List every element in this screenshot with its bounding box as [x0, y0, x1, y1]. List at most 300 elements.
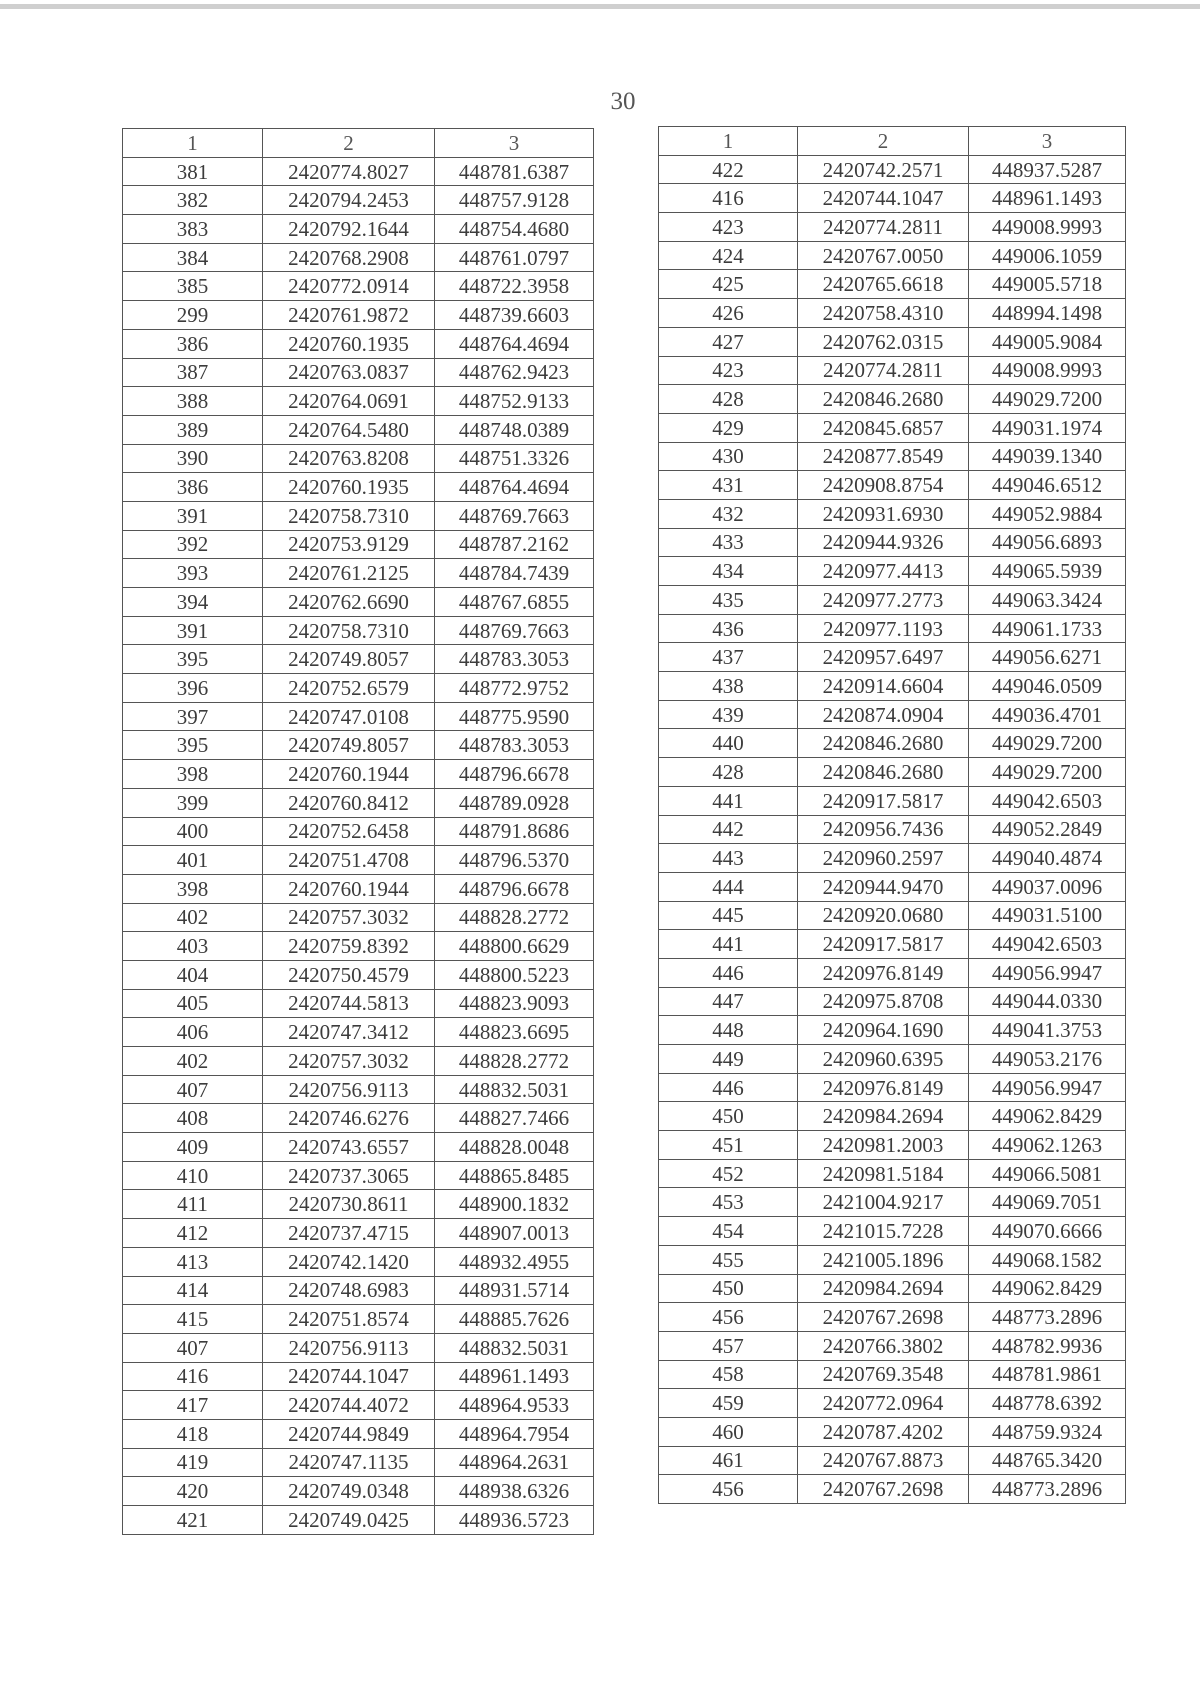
- point-number-cell: 450: [659, 1274, 798, 1303]
- coordinate-y-cell: 449029.7200: [969, 385, 1126, 414]
- point-number-cell: 444: [659, 872, 798, 901]
- coordinate-x-cell: 2420760.8412: [263, 788, 435, 817]
- coordinate-x-cell: 2420760.1935: [263, 329, 435, 358]
- point-number-cell: 451: [659, 1131, 798, 1160]
- coordinate-y-cell: 449052.9884: [969, 499, 1126, 528]
- coordinate-y-cell: 449039.1340: [969, 442, 1126, 471]
- coordinate-x-cell: 2420756.9113: [263, 1333, 435, 1362]
- coordinate-x-cell: 2420960.2597: [798, 844, 969, 873]
- coordinate-x-cell: 2420769.3548: [798, 1360, 969, 1389]
- coordinate-y-cell: 448832.5031: [435, 1075, 594, 1104]
- table-row: [123, 559, 594, 588]
- coordinate-y-cell: 449056.9947: [969, 1073, 1126, 1102]
- point-number-cell: 449: [659, 1045, 798, 1074]
- coordinate-y-cell: 449062.8429: [969, 1102, 1126, 1131]
- table-row: [659, 1303, 1126, 1332]
- coordinate-y-cell: 448800.5223: [435, 960, 594, 989]
- table-row: [659, 1045, 1126, 1074]
- coordinate-x-cell: 2420758.7310: [263, 501, 435, 530]
- coordinate-x-cell: 2420846.2680: [798, 385, 969, 414]
- point-number-cell: 381: [123, 157, 263, 186]
- table-row: [123, 157, 594, 186]
- point-number-cell: 415: [123, 1305, 263, 1334]
- point-number-cell: 407: [123, 1075, 263, 1104]
- coordinate-x-cell: 2420751.4708: [263, 846, 435, 875]
- coordinate-y-cell: 449037.0096: [969, 872, 1126, 901]
- table-row: [123, 1133, 594, 1162]
- coordinate-x-cell: 2420846.2680: [798, 758, 969, 787]
- coordinate-y-cell: 449063.3424: [969, 586, 1126, 615]
- table-row: [123, 616, 594, 645]
- coordinate-y-cell: 448764.4694: [435, 473, 594, 502]
- coordinate-y-cell: 449053.2176: [969, 1045, 1126, 1074]
- point-number-cell: 385: [123, 272, 263, 301]
- table-row: [659, 958, 1126, 987]
- point-number-cell: 401: [123, 846, 263, 875]
- coordinate-y-cell: 449008.9993: [969, 356, 1126, 385]
- coordinate-y-cell: 448907.0013: [435, 1219, 594, 1248]
- coordinate-x-cell: 2420765.6618: [798, 270, 969, 299]
- coordinate-y-cell: 448828.0048: [435, 1133, 594, 1162]
- table-row: [123, 1419, 594, 1448]
- coordinate-y-cell: 449029.7200: [969, 758, 1126, 787]
- table-row: [123, 415, 594, 444]
- table-row: [123, 788, 594, 817]
- coordinate-y-cell: 449042.6503: [969, 786, 1126, 815]
- point-number-cell: 446: [659, 1073, 798, 1102]
- point-number-cell: 392: [123, 530, 263, 559]
- coordinate-y-cell: 448761.0797: [435, 243, 594, 272]
- point-number-cell: 450: [659, 1102, 798, 1131]
- coordinate-y-cell: 449005.5718: [969, 270, 1126, 299]
- coordinate-x-cell: 2420750.4579: [263, 960, 435, 989]
- coordinate-y-cell: 448783.3053: [435, 645, 594, 674]
- coordinate-x-cell: 2420944.9326: [798, 528, 969, 557]
- coordinate-x-cell: 2420774.8027: [263, 157, 435, 186]
- coordinate-y-cell: 448764.4694: [435, 329, 594, 358]
- coordinate-x-cell: 2420874.0904: [798, 700, 969, 729]
- table-row: [123, 1477, 594, 1506]
- coordinate-y-cell: 448772.9752: [435, 674, 594, 703]
- point-number-cell: 397: [123, 702, 263, 731]
- table-row: [659, 155, 1126, 184]
- coordinate-y-cell: 448932.4955: [435, 1247, 594, 1276]
- point-number-cell: 460: [659, 1417, 798, 1446]
- table-row: [659, 930, 1126, 959]
- coordinate-y-cell: 449062.1263: [969, 1131, 1126, 1160]
- coordinate-x-cell: 2420984.2694: [798, 1274, 969, 1303]
- table-row: [659, 1446, 1126, 1475]
- table-row: [659, 1475, 1126, 1504]
- table-row: [659, 1245, 1126, 1274]
- table-row: [123, 473, 594, 502]
- coordinate-x-cell: 2420763.8208: [263, 444, 435, 473]
- coordinate-x-cell: 2420984.2694: [798, 1102, 969, 1131]
- table-row: [123, 1391, 594, 1420]
- table-row: [659, 1417, 1126, 1446]
- coordinate-x-cell: 2420747.1135: [263, 1448, 435, 1477]
- table-row: [123, 358, 594, 387]
- coordinate-x-cell: 2420742.2571: [798, 155, 969, 184]
- coordinate-y-cell: 449069.7051: [969, 1188, 1126, 1217]
- point-number-cell: 428: [659, 758, 798, 787]
- coordinate-x-cell: 2420767.2698: [798, 1303, 969, 1332]
- table-row: [659, 528, 1126, 557]
- table-header-row: [659, 127, 1126, 156]
- point-number-cell: 433: [659, 528, 798, 557]
- coordinate-x-cell: 2420764.5480: [263, 415, 435, 444]
- point-number-cell: 440: [659, 729, 798, 758]
- point-number-cell: 431: [659, 471, 798, 500]
- coordinate-y-cell: 448961.1493: [435, 1362, 594, 1391]
- coordinate-y-cell: 449056.6271: [969, 643, 1126, 672]
- table-row: [659, 815, 1126, 844]
- coordinate-x-cell: 2420743.6557: [263, 1133, 435, 1162]
- coordinate-x-cell: 2420772.0964: [798, 1389, 969, 1418]
- coordinate-y-cell: 449065.5939: [969, 557, 1126, 586]
- table-row: [659, 413, 1126, 442]
- point-number-cell: 408: [123, 1104, 263, 1133]
- coordinate-y-cell: 448938.6326: [435, 1477, 594, 1506]
- coordinate-x-cell: 2420761.2125: [263, 559, 435, 588]
- table-row: [123, 760, 594, 789]
- coordinate-y-cell: 448823.6695: [435, 1018, 594, 1047]
- point-number-cell: 411: [123, 1190, 263, 1219]
- coordinate-x-cell: 2420908.8754: [798, 471, 969, 500]
- coordinate-x-cell: 2420964.1690: [798, 1016, 969, 1045]
- point-number-cell: 399: [123, 788, 263, 817]
- point-number-cell: 400: [123, 817, 263, 846]
- point-number-cell: 386: [123, 329, 263, 358]
- point-number-cell: 387: [123, 358, 263, 387]
- point-number-cell: 395: [123, 645, 263, 674]
- coordinate-x-cell: 2420752.6579: [263, 674, 435, 703]
- coordinate-y-cell: 448828.2772: [435, 903, 594, 932]
- table-row: [123, 1047, 594, 1076]
- coordinate-x-cell: 2420917.5817: [798, 786, 969, 815]
- point-number-cell: 455: [659, 1245, 798, 1274]
- coordinate-x-cell: 2420756.9113: [263, 1075, 435, 1104]
- coordinate-y-cell: 448757.9128: [435, 186, 594, 215]
- table-row: [659, 1073, 1126, 1102]
- point-number-cell: 452: [659, 1159, 798, 1188]
- coordinate-y-cell: 448759.9324: [969, 1417, 1126, 1446]
- coordinate-y-cell: 448754.4680: [435, 215, 594, 244]
- table-row: [659, 356, 1126, 385]
- coordinate-y-cell: 449056.6893: [969, 528, 1126, 557]
- table-row: [659, 1016, 1126, 1045]
- coordinate-x-cell: 2420752.6458: [263, 817, 435, 846]
- coordinate-x-cell: 2420914.6604: [798, 672, 969, 701]
- coordinate-y-cell: 448773.2896: [969, 1303, 1126, 1332]
- table-row: [123, 960, 594, 989]
- point-number-cell: 442: [659, 815, 798, 844]
- point-number-cell: 434: [659, 557, 798, 586]
- coordinate-y-cell: 448796.6678: [435, 874, 594, 903]
- coordinate-x-cell: 2420774.2811: [798, 213, 969, 242]
- coordinate-x-cell: 2420742.1420: [263, 1247, 435, 1276]
- coordinate-x-cell: 2420975.8708: [798, 987, 969, 1016]
- coordinate-y-cell: 449029.7200: [969, 729, 1126, 758]
- table-row: [659, 786, 1126, 815]
- coordinate-y-cell: 449062.8429: [969, 1274, 1126, 1303]
- coordinate-x-cell: 2420747.3412: [263, 1018, 435, 1047]
- point-number-cell: 436: [659, 614, 798, 643]
- coordinate-y-cell: 449005.9084: [969, 327, 1126, 356]
- table-row: [659, 987, 1126, 1016]
- coordinate-y-cell: 448769.7663: [435, 501, 594, 530]
- coordinate-x-cell: 2420767.8873: [798, 1446, 969, 1475]
- coordinate-x-cell: 2420957.6497: [798, 643, 969, 672]
- table-row: [659, 1389, 1126, 1418]
- point-number-cell: 454: [659, 1217, 798, 1246]
- point-number-cell: 443: [659, 844, 798, 873]
- point-number-cell: 386: [123, 473, 263, 502]
- coordinate-x-cell: 2420730.8611: [263, 1190, 435, 1219]
- coordinate-y-cell: 448784.7439: [435, 559, 594, 588]
- page-number: 30: [610, 88, 636, 115]
- point-number-cell: 405: [123, 989, 263, 1018]
- table-row: [123, 1018, 594, 1047]
- point-number-cell: 432: [659, 499, 798, 528]
- point-number-cell: 388: [123, 387, 263, 416]
- coordinate-x-cell: 2420744.5813: [263, 989, 435, 1018]
- point-number-cell: 423: [659, 213, 798, 242]
- table-row: [123, 1448, 594, 1477]
- coordinate-y-cell: 449031.5100: [969, 901, 1126, 930]
- point-number-cell: 406: [123, 1018, 263, 1047]
- coordinate-x-cell: 2420737.3065: [263, 1161, 435, 1190]
- table-row: [123, 989, 594, 1018]
- coordinate-y-cell: 448751.3326: [435, 444, 594, 473]
- coordinate-x-cell: 2420931.6930: [798, 499, 969, 528]
- coordinate-x-cell: 2420751.8574: [263, 1305, 435, 1334]
- point-number-cell: 398: [123, 874, 263, 903]
- coordinate-y-cell: 449056.9947: [969, 958, 1126, 987]
- point-number-cell: 384: [123, 243, 263, 272]
- coordinate-y-cell: 449061.1733: [969, 614, 1126, 643]
- table-row: [659, 442, 1126, 471]
- table-row: [123, 1362, 594, 1391]
- coordinate-y-cell: 449006.1059: [969, 241, 1126, 270]
- coordinate-y-cell: 448827.7466: [435, 1104, 594, 1133]
- table-row: [123, 301, 594, 330]
- coordinate-x-cell: 2420794.2453: [263, 186, 435, 215]
- table-row: [659, 241, 1126, 270]
- coordinate-y-cell: 448769.7663: [435, 616, 594, 645]
- table-row: [659, 471, 1126, 500]
- coordinate-x-cell: 2420760.1935: [263, 473, 435, 502]
- coordinate-y-cell: 448964.7954: [435, 1419, 594, 1448]
- table-row: [123, 1506, 594, 1535]
- point-number-cell: 403: [123, 932, 263, 961]
- table-row: [659, 184, 1126, 213]
- coordinate-x-cell: 2420846.2680: [798, 729, 969, 758]
- table-row: [659, 1188, 1126, 1217]
- coordinate-x-cell: 2421015.7228: [798, 1217, 969, 1246]
- point-number-cell: 429: [659, 413, 798, 442]
- point-number-cell: 457: [659, 1331, 798, 1360]
- table-row: [123, 674, 594, 703]
- table-row: [123, 731, 594, 760]
- coordinate-x-cell: 2420760.1944: [263, 874, 435, 903]
- point-number-cell: 453: [659, 1188, 798, 1217]
- point-number-cell: 447: [659, 987, 798, 1016]
- coordinate-x-cell: 2420746.6276: [263, 1104, 435, 1133]
- coordinate-x-cell: 2420744.4072: [263, 1391, 435, 1420]
- coordinate-y-cell: 449066.5081: [969, 1159, 1126, 1188]
- coordinate-y-cell: 449041.3753: [969, 1016, 1126, 1045]
- point-number-cell: 435: [659, 586, 798, 615]
- table-row: [659, 844, 1126, 873]
- table-row: [659, 614, 1126, 643]
- coordinate-x-cell: 2420845.6857: [798, 413, 969, 442]
- coordinate-y-cell: 448961.1493: [969, 184, 1126, 213]
- table-row: [123, 702, 594, 731]
- point-number-cell: 437: [659, 643, 798, 672]
- point-number-cell: 416: [659, 184, 798, 213]
- coordinate-y-cell: 448796.6678: [435, 760, 594, 789]
- point-number-cell: 446: [659, 958, 798, 987]
- coordinate-y-cell: 448787.2162: [435, 530, 594, 559]
- table-row: [659, 1360, 1126, 1389]
- coordinate-x-cell: 2420977.2773: [798, 586, 969, 615]
- coordinate-y-cell: 448748.0389: [435, 415, 594, 444]
- coordinate-y-cell: 448781.6387: [435, 157, 594, 186]
- point-number-cell: 420: [123, 1477, 263, 1506]
- column-header-3: 3: [435, 129, 594, 158]
- coordinate-x-cell: 2420763.0837: [263, 358, 435, 387]
- coordinate-x-cell: 2420737.4715: [263, 1219, 435, 1248]
- table-row: [659, 327, 1126, 356]
- table-header-row: [123, 129, 594, 158]
- table-row: [659, 1159, 1126, 1188]
- coordinate-x-cell: 2420758.4310: [798, 299, 969, 328]
- coordinate-x-cell: 2420774.2811: [798, 356, 969, 385]
- point-number-cell: 438: [659, 672, 798, 701]
- table-row: [659, 385, 1126, 414]
- point-number-cell: 398: [123, 760, 263, 789]
- coordinate-y-cell: 448936.5723: [435, 1506, 594, 1535]
- point-number-cell: 419: [123, 1448, 263, 1477]
- coordinate-x-cell: 2420760.1944: [263, 760, 435, 789]
- coordinate-x-cell: 2420981.5184: [798, 1159, 969, 1188]
- point-number-cell: 441: [659, 930, 798, 959]
- table-row: [659, 1217, 1126, 1246]
- coordinate-x-cell: 2420758.7310: [263, 616, 435, 645]
- table-row: [123, 1333, 594, 1362]
- coordinate-x-cell: 2421005.1896: [798, 1245, 969, 1274]
- point-number-cell: 389: [123, 415, 263, 444]
- coordinate-y-cell: 448800.6629: [435, 932, 594, 961]
- point-number-cell: 456: [659, 1475, 798, 1504]
- coordinate-x-cell: 2420761.9872: [263, 301, 435, 330]
- table-row: [659, 672, 1126, 701]
- coordinate-x-cell: 2420956.7436: [798, 815, 969, 844]
- coordinate-y-cell: 449036.4701: [969, 700, 1126, 729]
- coordinate-y-cell: 448722.3958: [435, 272, 594, 301]
- point-number-cell: 409: [123, 1133, 263, 1162]
- column-header-2: 2: [798, 127, 969, 156]
- point-number-cell: 441: [659, 786, 798, 815]
- coordinate-x-cell: 2420748.6983: [263, 1276, 435, 1305]
- coordinate-y-cell: 448791.8686: [435, 817, 594, 846]
- point-number-cell: 456: [659, 1303, 798, 1332]
- table-row: [123, 501, 594, 530]
- point-number-cell: 425: [659, 270, 798, 299]
- coordinate-x-cell: 2420920.0680: [798, 901, 969, 930]
- coordinate-y-cell: 448900.1832: [435, 1190, 594, 1219]
- point-number-cell: 418: [123, 1419, 263, 1448]
- table-row: [659, 758, 1126, 787]
- coordinate-x-cell: 2420759.8392: [263, 932, 435, 961]
- point-number-cell: 382: [123, 186, 263, 215]
- coordinate-y-cell: 448775.9590: [435, 702, 594, 731]
- coordinate-x-cell: 2420981.2003: [798, 1131, 969, 1160]
- table-row: [123, 243, 594, 272]
- coordinate-x-cell: 2420749.0425: [263, 1506, 435, 1535]
- table-row: [659, 1102, 1126, 1131]
- table-row: [123, 1190, 594, 1219]
- coordinate-y-cell: 448783.3053: [435, 731, 594, 760]
- table-row: [123, 272, 594, 301]
- point-number-cell: 430: [659, 442, 798, 471]
- point-number-cell: 439: [659, 700, 798, 729]
- coordinate-y-cell: 448778.6392: [969, 1389, 1126, 1418]
- table-row: [123, 1276, 594, 1305]
- point-number-cell: 299: [123, 301, 263, 330]
- point-number-cell: 427: [659, 327, 798, 356]
- top-border-line: [0, 4, 1200, 9]
- point-number-cell: 428: [659, 385, 798, 414]
- table-row: [123, 1219, 594, 1248]
- table-row: [659, 270, 1126, 299]
- column-header-3: 3: [969, 127, 1126, 156]
- coordinate-x-cell: 2420757.3032: [263, 903, 435, 932]
- coordinate-y-cell: 448767.6855: [435, 588, 594, 617]
- point-number-cell: 402: [123, 903, 263, 932]
- table-row: [659, 499, 1126, 528]
- coordinate-x-cell: 2420766.3802: [798, 1331, 969, 1360]
- table-row: [123, 186, 594, 215]
- table-row: [123, 817, 594, 846]
- table-row: [123, 1305, 594, 1334]
- coordinate-x-cell: 2420744.1047: [263, 1362, 435, 1391]
- coordinate-y-cell: 448739.6603: [435, 301, 594, 330]
- point-number-cell: 459: [659, 1389, 798, 1418]
- table-row: [659, 1331, 1126, 1360]
- coordinate-y-cell: 448964.2631: [435, 1448, 594, 1477]
- table-row: [123, 588, 594, 617]
- table-row: [123, 444, 594, 473]
- coordinate-y-cell: 448964.9533: [435, 1391, 594, 1420]
- point-number-cell: 407: [123, 1333, 263, 1362]
- point-number-cell: 395: [123, 731, 263, 760]
- table-row: [659, 586, 1126, 615]
- point-number-cell: 410: [123, 1161, 263, 1190]
- point-number-cell: 416: [123, 1362, 263, 1391]
- coordinate-x-cell: 2420762.0315: [798, 327, 969, 356]
- point-number-cell: 402: [123, 1047, 263, 1076]
- coordinate-y-cell: 448773.2896: [969, 1475, 1126, 1504]
- coordinate-y-cell: 448937.5287: [969, 155, 1126, 184]
- table-row: [123, 215, 594, 244]
- table-row: [123, 1161, 594, 1190]
- point-number-cell: 458: [659, 1360, 798, 1389]
- coordinate-y-cell: 448765.3420: [969, 1446, 1126, 1475]
- column-header-1: 1: [659, 127, 798, 156]
- coordinate-x-cell: 2420792.1644: [263, 215, 435, 244]
